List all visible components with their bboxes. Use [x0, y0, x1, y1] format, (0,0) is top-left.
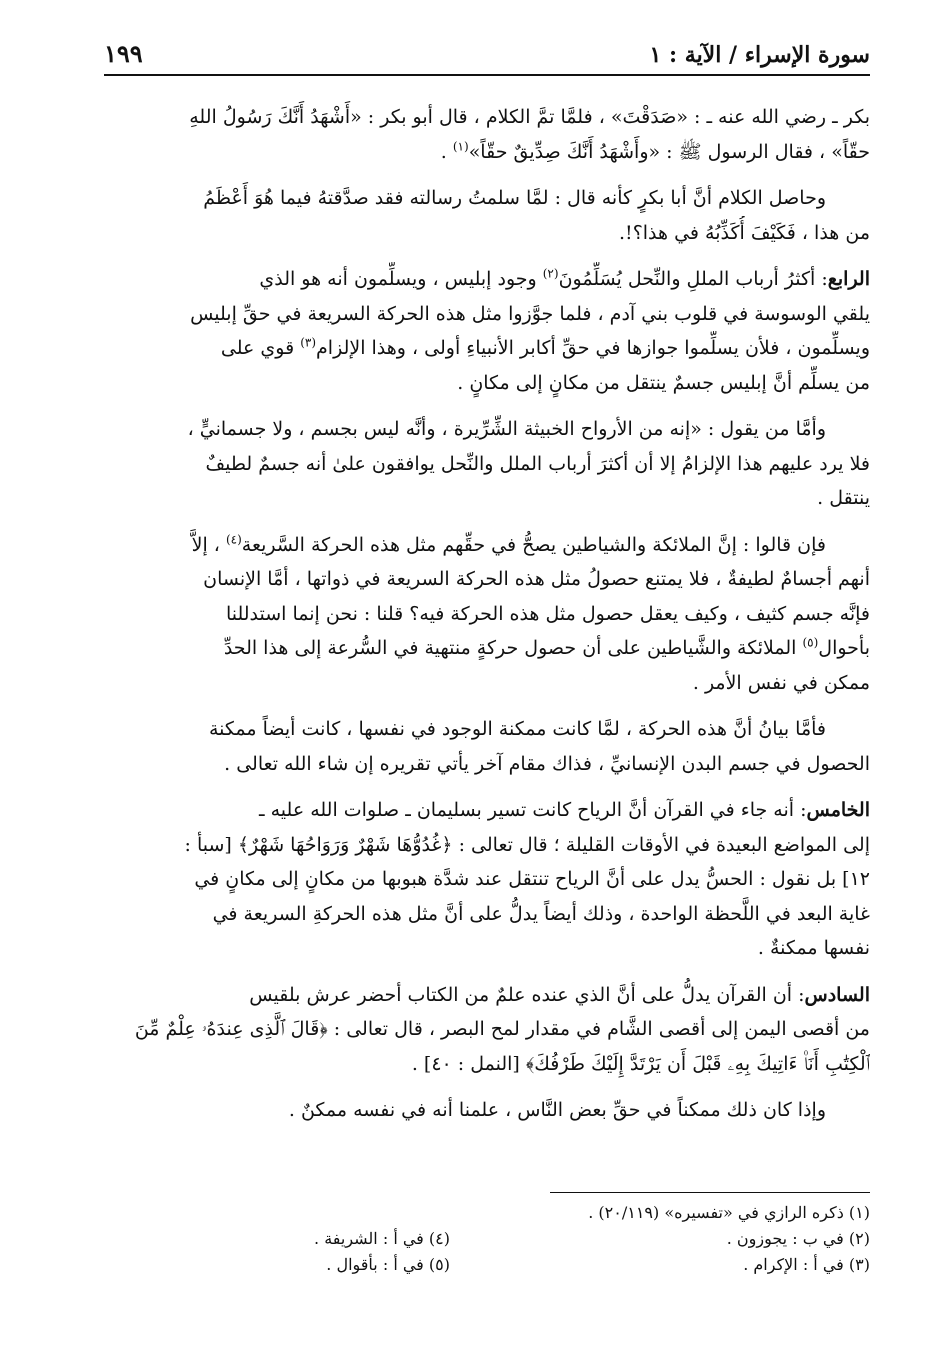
text-line: فأمَّا بيانُ أنَّ هذه الحركة ، لمَّا كانت ممكنة الوجود في نفسها ، كانت أيضاً ممكنة [208, 718, 826, 740]
text-run: ويسلِّمون ، فلأن يسلِّموا جوازها في حقِّ أكابر الأنبياءِ أولى ، وهذا الإلزام [316, 337, 870, 359]
text-line: من أقصى اليمن إلى أقصى الشَّام في مقدار لمح البصر ، قال تعالى : ﴿قَالَ ٱلَّذِى عِندَهُۥ عِلْمٌ مِّنَ [134, 1018, 870, 1040]
text-line: أنهم أجسامٌ لطيفةٌ ، فلا يمتنع حصولُ مثل هذه الحركة السريعة في ذواتها ، أمَّا الإنسان [203, 568, 870, 590]
paragraph [104, 262, 870, 400]
main-text [104, 100, 870, 1140]
footnote-row [104, 1252, 870, 1278]
text-line: إلى المواضع البعيدة في الأوقات القليلة ؛ قال تعالى : ﴿غُدُوُّهَا شَهْرٌ وَرَوَاحُهَا شَهْرٌ﴾ [سبأ : [184, 833, 870, 856]
paragraph [104, 528, 870, 701]
footnote-ref: (١) [452, 139, 469, 154]
text-line: وحاصل الكلام أنَّ أبا بكرٍ كأنه قال : لمَّا سلمتُ رسالته فقد صدَّقتهُ فيما هُوَ أَعْظَمُ [203, 187, 826, 209]
header-title: سورة الإسراء / الآية : ١ [649, 42, 870, 68]
footnote-2: (٢) في ب : يجوزون . [726, 1229, 870, 1248]
text-run: : أن القرآن يدلُّ على أنَّ الذي عنده علمٌ من الكتاب أحضر عرش بلقيس [249, 983, 805, 1006]
footnote-ref: (٢) [542, 266, 559, 281]
paragraph [104, 712, 870, 781]
text-line: الحصول في جسم البدن الإنسانيِّ ، فذاك مقام آخر يأتي تقريره إن شاء الله تعالى . [224, 752, 870, 775]
text-line [104, 331, 870, 366]
text-line: بكر ـ رضي الله عنه ـ : «صَدَقْتَ» ، فلمَّا تمَّ الكلام ، قال أبو بكر : «أَشْهَدُ أَنَّكَ رَسُولُ اللهِ [189, 106, 870, 128]
footnote-1: (١) ذكره الرازي في «تفسيره» (٢٠/١١٩) . [588, 1203, 870, 1222]
footnote-4: (٤) في أ : الشريفة . [314, 1229, 450, 1248]
text-line [104, 262, 870, 297]
paragraph [104, 978, 870, 1082]
text-line [104, 135, 870, 170]
section-keyword: الخامس [806, 799, 870, 821]
section-keyword: السادس [804, 983, 870, 1006]
footnote-divider [550, 1192, 870, 1193]
footnote-row [104, 1226, 870, 1252]
footnotes [104, 1200, 870, 1278]
running-header [104, 30, 870, 76]
footnote-5: (٥) في أ : بأقوال . [326, 1255, 450, 1274]
text-run: الملائكة والشَّياطين على أن حصول حركةٍ منتهية في السُّرعة إلى هذا الحدِّ [223, 637, 803, 659]
text-line: نفسها ممكنةٌ . [757, 937, 870, 959]
footnote-ref: (٣) [300, 335, 317, 350]
text-run: . [440, 140, 453, 163]
text-run: وجود إبليس ، ويسلِّمون أنه هو الذي [259, 268, 543, 290]
section-keyword: الرابع [827, 268, 870, 290]
text-run: حقّاً» ، فقال الرسول ﷺ : «وأَشْهَدُ أَنَّكَ صِدِّيقٌ حقّاً» [468, 140, 870, 163]
text-line: من يسلِّم أنَّ إبليس جسمٌ ينتقل من مكانٍ إلى مكانٍ . [457, 371, 870, 394]
text-run: بأحوال [818, 637, 870, 659]
text-run: فإن قالوا : إنَّ الملائكة والشياطين يصحُّ في حقِّهم مثل هذه الحركة السَّريعة [241, 533, 826, 556]
text-line [104, 978, 870, 1013]
paragraph [104, 793, 870, 966]
paragraph [104, 100, 870, 169]
footnote-ref: (٥) [802, 635, 819, 650]
text-run: قوي على [220, 337, 301, 359]
text-line: غاية البعد في اللَّحظة الواحدة ، وذلك أيضاً يدلُّ على أنَّ مثل هذه الحركةِ السريعة في [212, 902, 870, 925]
text-line: يلقي الوسوسة في قلوب بني آدم ، فلما جوَّزوا مثل هذه الحركة السريعة في حقِّ إبليس [190, 302, 870, 325]
paragraph [104, 412, 870, 516]
paragraph [104, 1093, 870, 1128]
footnote-ref: (٤) [225, 532, 242, 547]
footnote-row [104, 1200, 870, 1226]
text-line: ٱلْكِتَٰبِ أَنَا۠ ءَاتِيكَ بِهِۦ قَبْلَ أَن يَرْتَدَّ إِلَيْكَ طَرْفُكَ﴾ [النمل : ٤٠] . [411, 1052, 870, 1075]
text-line: ١٢] بل نقول : الحسُّ يدل على أنَّ الرياح تنتقل عند شدَّة هبوبها من مكانٍ إلى مكانٍ في [194, 868, 870, 890]
text-line: فإنَّه جسم كثيف ، وكيف يعقل حصول مثل هذه الحركة فيه؟ قلنا : نحن إنما استدللنا [225, 602, 870, 625]
text-line: وإذا كان ذلك ممكناً في حقِّ بعض النَّاس ، علمنا أنه في نفسه ممكنٌ . [288, 1099, 826, 1121]
text-line: ينتقل . [817, 487, 870, 509]
text-line [104, 793, 870, 828]
text-line: من هذا ، فَكَيْفَ أُكَذِّبُهُ في هذا؟!. [619, 221, 870, 244]
text-line [104, 528, 870, 563]
text-line: ممكن في نفس الأمر . [692, 671, 870, 694]
text-run: : أنه جاء في القرآن أنَّ الرياح كانت تسير بسليمان ـ صلوات الله عليه ـ [259, 799, 807, 821]
text-line [104, 631, 870, 666]
text-line: وأمَّا من يقول : «إنه من الأرواح الخبيثة الشِّرِّيرة ، وأنَّه ليس بجسم ، ولا جسمانيٍّ ، [187, 418, 826, 440]
text-run: ، إلاَّ [191, 533, 226, 556]
text-line: فلا يرد عليهم هذا الإلزامُ إلا أن أكثرَ أرباب الملل والنِّحل يوافقون علىٰ أنه جسمٌ لطيفٌ [205, 452, 870, 475]
text-run: : أكثرُ أرباب المللِ والنِّحل يُسَلِّمُونَ [558, 268, 828, 290]
footnote-3: (٣) في أ : الإكرام . [743, 1255, 870, 1274]
page-number: ١٩٩ [104, 39, 143, 68]
paragraph [104, 181, 870, 250]
